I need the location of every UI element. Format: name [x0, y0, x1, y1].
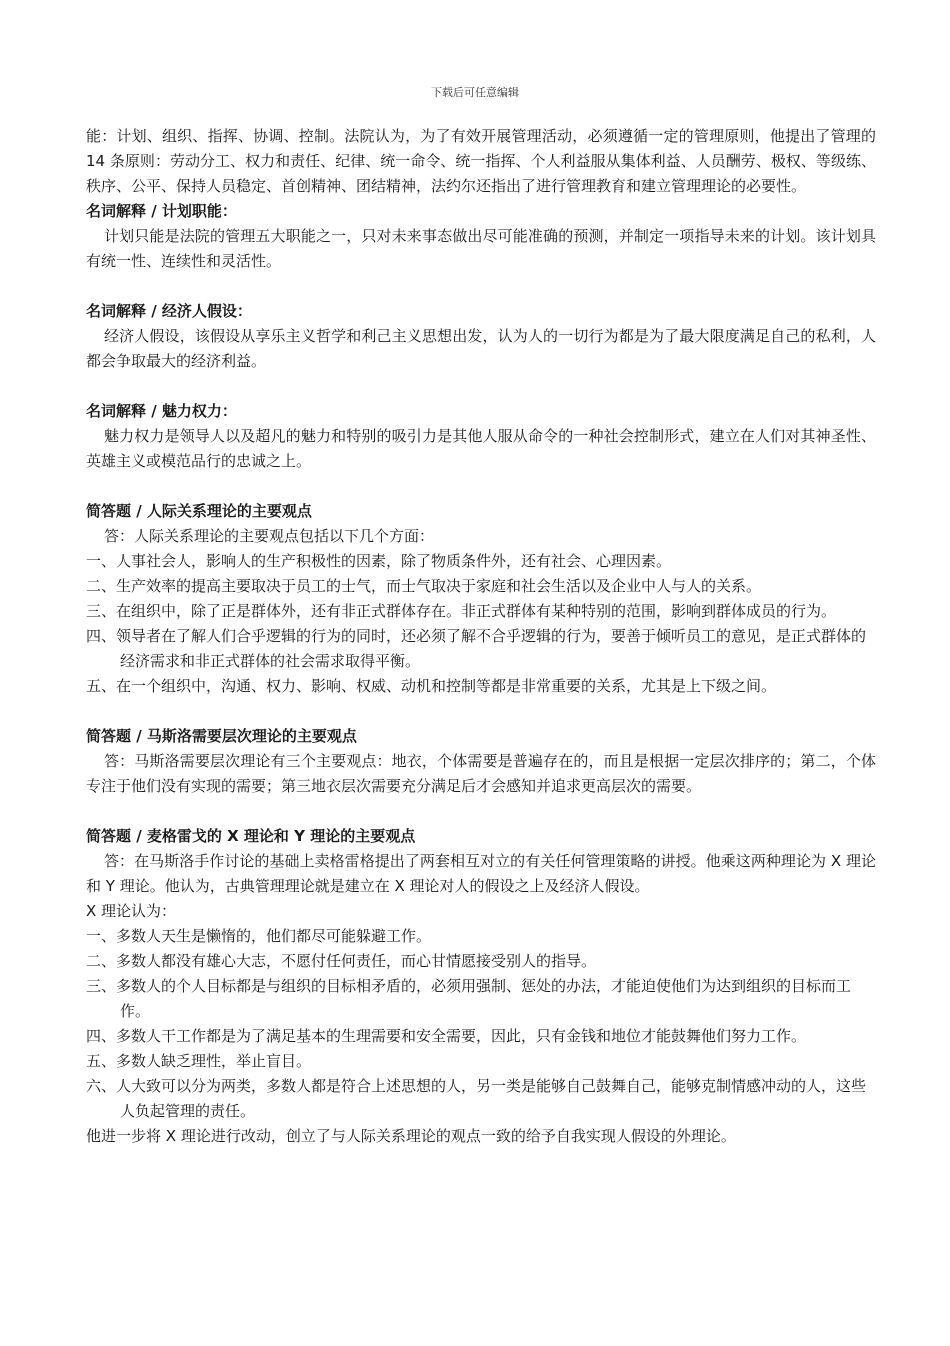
document-body: [86, 124, 876, 1149]
section-intro-human-relations: 答：人际关系理论的主要观点包括以下几个方面：: [104, 527, 435, 545]
list-item: 二、生产效率的提高主要取决于员工的士气，而士气取决于家庭和社会生活以及企业中人与人的关系。: [86, 577, 762, 595]
list-item: 五、在一个组织中，沟通、权力、影响、权威、动机和控制等都是非常重要的关系，尤其是上下级之间。: [86, 677, 777, 695]
list-item: 一、多数人天生是懒惰的，他们都尽可能躲避工作。: [86, 927, 432, 945]
list-item: 二、多数人都没有雄心大志，不愿付任何责任，而心甘情愿接受别人的指导。: [86, 952, 597, 970]
section-body-economic-man: 经济人假设，该假设从享乐主义哲学和利己主义思想出发，认为人的一切行为都是为了最大限度满足自己的私利，人都会争取最大的经济利益。: [86, 327, 876, 370]
list-item: 一、人事社会人，影响人的生产积极性的因素，除了物质条件外，还有社会、心理因素。: [86, 552, 672, 570]
list-item: 六、人大致可以分为两类，多数人都是符合上述思想的人，另一类是能够自己鼓舞自己，能够克制情感冲动的人，这些人负起管理的责任。: [86, 1077, 867, 1120]
section-body-charisma: 魅力权力是领导人以及超凡的魅力和特别的吸引力是其他人服从命令的一种社会控制形式，建立在人们对其神圣性、英雄主义或模范品行的忠诚之上。: [86, 427, 876, 470]
closing-paragraph: 他进一步将 X 理论进行改动，创立了与人际关系理论的观点一致的给予自我实现人假设的外理论。: [86, 1127, 736, 1145]
section-title-charisma: 名词解释 / 魅力权力：: [86, 402, 237, 420]
section-body-maslow: 答：马斯洛需要层次理论有三个主要观点：地衣，个体需要是普遍存在的，而且是根据一定层次排序的；第二，个体专注于他们没有实现的需要；第三地衣层次需要充分满足后才会感知并追求更高层次的需要。: [86, 752, 876, 795]
section-body-planning: 计划只能是法院的管理五大职能之一，只对未来事态做出尽可能准确的预测，并制定一项指导未来的计划。该计划具有统一性、连续性和灵活性。: [86, 227, 876, 270]
list-item: 五、多数人缺乏理性，举止盲目。: [86, 1052, 312, 1070]
x-theory-label: X 理论认为：: [86, 902, 177, 920]
page-header: 下载后可任意编辑: [431, 86, 519, 99]
section-body-xy-theory: 答：在马斯洛手作讨论的基础上卖格雷格提出了两套相互对立的有关任何管理策略的讲授。他乘这两种理论为 X 理论和 Y 理论。他认为，古典管理理论就是建立在 X 理论对人的假设之上及经济人假设。: [86, 852, 876, 895]
list-item: 四、领导者在了解人们合乎逻辑的行为的同时，还必须了解不合乎逻辑的行为，要善于倾听员工的意见，是正式群体的经济需求和非正式群体的社会需求取得平衡。: [86, 627, 867, 670]
section-title-xy-theory: 简答题 / 麦格雷戈的 X 理论和 Y 理论的主要观点: [86, 827, 416, 845]
section-title-economic-man: 名词解释 / 经济人假设：: [86, 302, 252, 320]
list-item: 四、多数人干工作都是为了满足基本的生理需要和安全需要，因此，只有金钱和地位才能鼓舞他们努力工作。: [86, 1027, 807, 1045]
section-title-maslow: 简答题 / 马斯洛需要层次理论的主要观点: [86, 727, 357, 745]
section-title-human-relations: 简答题 / 人际关系理论的主要观点: [86, 502, 312, 520]
list-item: 三、在组织中，除了正是群体外，还有非正式群体存在。非正式群体有某种特别的范围，影响到群体成员的行为。: [86, 602, 837, 620]
section-title-planning: 名词解释 / 计划职能：: [86, 202, 237, 220]
intro-paragraph: 能：计划、组织、指挥、协调、控制。法院认为，为了有效开展管理活动，必须遵循一定的管理原则，他提出了管理的 14 条原则：劳动分工、权力和责任、纪律、统一命令、统一指挥、个人利益服从集体利益、人员酬劳、极权、等级练、秩序、公平、保持人员稳定、首创精神、团结精神，法约尔还指出了进行管理教育和建立管理理论的必要性。: [86, 127, 876, 195]
list-item: 三、多数人的个人目标都是与组织的目标相矛盾的，必须用强制、惩处的办法，才能迫使他们为达到组织的目标而工作。: [86, 977, 852, 1020]
